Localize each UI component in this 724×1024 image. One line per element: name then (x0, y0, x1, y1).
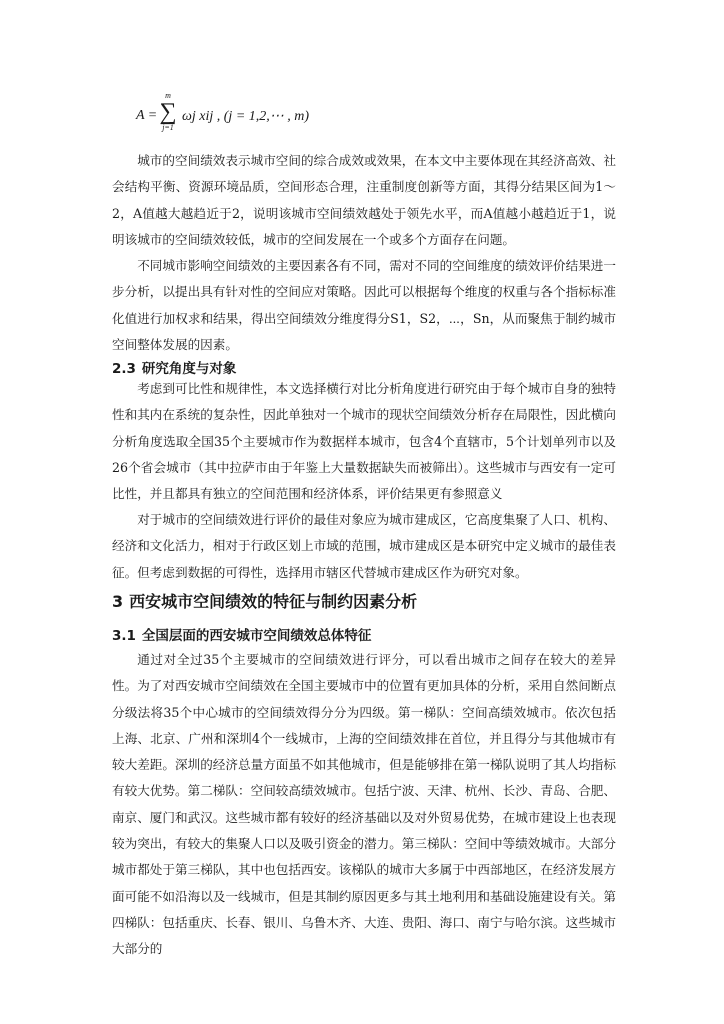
paragraph-dimension-scores: 不同城市影响空间绩效的主要因素各有不同，需对不同的空间维度的绩效评价结果进一步分析，以提出具有针对性的空间应对策略。因此可以根据每个维度的权重与各个指标标准化值进行加权求和结果，得出空间绩效分维度得分S1，S2，⋯，Sn，从而聚焦于制约城市空间整体发展的因素。 (112, 258, 616, 352)
paragraph-research-perspective: 考虑到可比性和规律性，本文选择横行对比分析角度进行研究由于每个城市自身的独特性和其内在系统的复杂性，因此单独对一个城市的现状空间绩效分析存在局限性，因此横向分析角度选取全国35个主要城市作为数据样本城市，包含4个直辖市，5个计划单列市以及26个省会城市（其中拉萨市由于年鉴上大量数据缺失而被筛出）。这些城市与西安有一定可比性，并且都具有独立的空间范围和经济体系，评价结果更有参照意义 (112, 381, 616, 502)
section-title: 全国层面的西安城市空间绩效总体特征 (141, 628, 372, 644)
section-title: 研究角度与对象 (141, 361, 237, 377)
section-number: 3.1 (112, 628, 136, 644)
formula-sigma-upper: m (165, 91, 171, 100)
section-number: 3 (112, 592, 124, 611)
section-heading-2-3 (112, 357, 236, 377)
section-title: 西安城市空间绩效的特征与制约因素分析 (129, 592, 418, 611)
weighted-sum-formula (136, 92, 366, 140)
paragraph-spatial-performance-definition: 城市的空间绩效表示城市空间的综合成效或效果，在本文中主要体现在其经济高效、社会结构平衡、资源环境品质，空间形态合理，注重制度创新等方面，其得分结果区间为1～2，A值越大越趋近于2，说明该城市空间绩效越处于领先水平，而A值越小越趋近于1，说明该城市的空间绩效较低，城市的空间发展在一个或多个方面存在问题。 (112, 153, 616, 247)
section-heading-3 (112, 589, 417, 612)
paragraph-research-object: 对于城市的空间绩效进行评价的最佳对象应为城市建成区，它高度集聚了人口、机构、经济和文化活力，相对于行政区划上市域的范围，城市建成区是本研究中定义城市的最佳表征。但考虑到数据的可得性，选择用市辖区代替城市建成区作为研究对象。 (112, 512, 616, 580)
paragraph-national-ranking: 通过对全过35个主要城市的空间绩效进行评分，可以看出城市之间存在较大的差异性。为了对西安城市空间绩效在全国主要城市中的位置有更加具体的分析，采用自然间断点分级法将35个中心城市的空间绩效得分分为四级。第一梯队：空间高绩效城市。依次包括上海、北京、广州和深圳4个一线城市，上海的空间绩效排在首位，并且得分与其他城市有较大差距。深圳的经济总量方面虽不如其他城市，但是能够排在第一梯队说明了其人均指标有较大优势。第二梯队：空间较高绩效城市。包括宁波、天津、杭州、长沙、青岛、合肥、南京、厦门和武汉。这些城市都有较好的经济基础以及对外贸易优势，在城市建设上也表现较为突出，有较大的集聚人口以及吸引资金的潜力。第三梯队：空间中等绩效城市。大部分城市都处于第三梯队，其中也包括西安。该梯队的城市大多属于中西部地区，在经济发展方面可能不如沿海以及一线城市，但是其制约原因更多与其土地利用和基础设施建设有关。第四梯队：包括重庆、长春、银川、乌鲁木齐、大连、贵阳、海口、南宁与哈尔滨。这些城市大部分的 (112, 652, 616, 957)
section-heading-3-1 (112, 624, 371, 644)
formula-lhs: A = (136, 108, 158, 123)
formula-sigma-symbol: ∑ (159, 99, 177, 125)
formula-sigma-lower: j=1 (162, 123, 174, 132)
section-number: 2.3 (112, 361, 136, 377)
formula-rhs: ωj xij , (j = 1,2,⋯ , m) (182, 109, 310, 124)
formula-sigma (158, 92, 178, 132)
